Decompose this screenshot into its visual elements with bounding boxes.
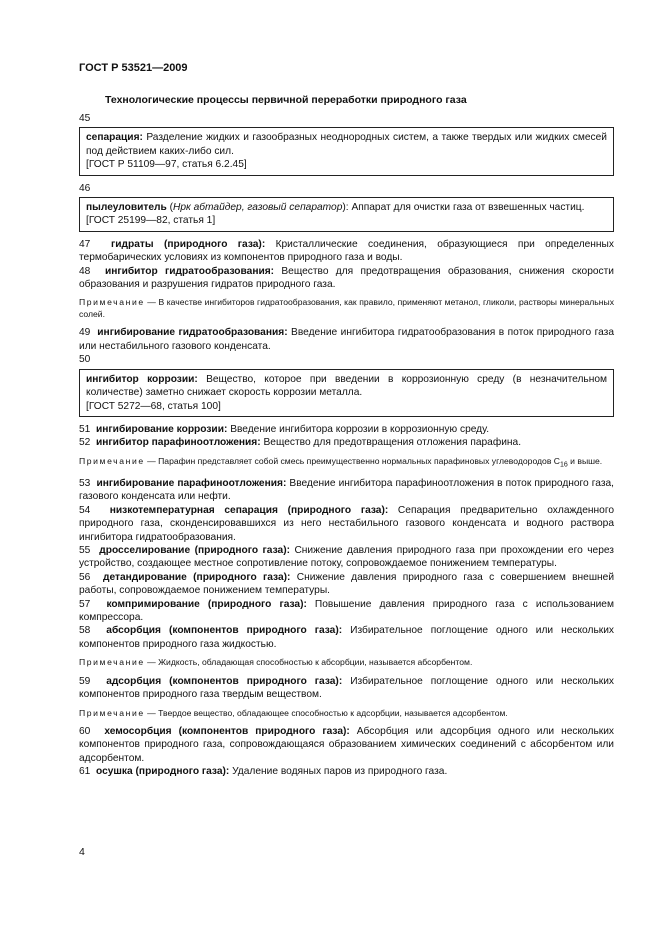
term-name: дросселирование (природного газа):: [99, 544, 290, 556]
term-name: хемосорбция (компонентов природного газа):: [104, 726, 350, 738]
term-number: 51: [79, 423, 91, 435]
term-entry: [79, 544, 614, 571]
term-definition: Снижение давления природного газа при прохождении его через устройство, создающее местное сопротивление потоку, сопровождаемое понижением температуры.: [79, 544, 614, 570]
term-name: ингибирование гидратообразования:: [97, 327, 288, 339]
term-name: ингибитор парафиноотложения:: [96, 437, 261, 449]
document-code: ГОСТ Р 53521—2009: [79, 62, 188, 74]
synonym-close: ):: [342, 202, 349, 214]
term-entry: [79, 504, 614, 544]
term-definition: Введение ингибитора коррозии в коррозионную среду.: [227, 423, 490, 435]
term-entry: [79, 265, 614, 292]
note-text: и выше.: [567, 455, 603, 466]
term-name: гидраты (природного газа):: [111, 238, 266, 250]
term-entry: [79, 436, 614, 449]
note-subscript: 16: [560, 461, 568, 469]
term-definition: Удаление водяных паров из природного газа.: [229, 766, 448, 778]
note-label: Примечание: [79, 707, 145, 718]
term-number: 52: [79, 437, 91, 449]
term-definition: Избирательное поглощение одного или нескольких компонентов природного газа твердым веществом.: [79, 675, 614, 701]
term-reference: [ГОСТ 25199—82, статья 1]: [86, 215, 216, 227]
note: [79, 297, 614, 320]
term-number: 57: [79, 598, 91, 610]
term-number: 54: [79, 504, 91, 516]
term-number: 50: [79, 354, 91, 366]
term-name: абсорбция (компонентов природного газа):: [106, 625, 343, 637]
term-definition: Аппарат для очистки газа от взвешенных частиц.: [348, 202, 585, 214]
note-dash: —: [144, 707, 159, 718]
term-entry: [79, 326, 614, 353]
term-name: пылеуловитель: [86, 202, 167, 214]
term-definition: Вещество, которое при введении в коррозионную среду (в незначительном количестве) заметно снижает скорость коррозии металла.: [86, 373, 607, 399]
term-entry: [79, 725, 614, 765]
note-text: Твердое вещество, обладающее способностью к адсорбции, называется адсорбентом.: [158, 707, 508, 718]
term-number: 47: [79, 238, 91, 250]
term-definition: Разделение жидких и газообразных неоднородных систем, а также твердых или жидких смесей под действием каких-либо сил.: [86, 132, 607, 157]
term-number: 53: [79, 477, 91, 489]
term-number: 49: [79, 327, 91, 339]
term-name: детандирование (природного газа):: [102, 571, 291, 583]
term-definition: Сепарация предварительно охлажденного природного газа, сконденсировавшихся из него нестабильного газового конденсата и водного раствора ингибитора гидратообразования.: [79, 504, 614, 543]
quoted-term-box: [79, 197, 614, 232]
term-number: 48: [79, 265, 91, 277]
term-definition: Абсорбция или адсорбция одного или нескольких компонентов природного газа, сопровождающаяся образованием химических соединений с абсорбентом или адсорбентом.: [79, 726, 614, 764]
note-dash: —: [144, 297, 159, 308]
term-definition: Введение ингибитора гидратообразования в поток природного газа или нестабильного газового конденсата.: [79, 327, 614, 352]
term-synonyms: Нрк абтайдер, газовый сепаратор: [172, 202, 343, 214]
note-text: Парафин представляет собой смесь преимущественно нормальных парафиновых углеводородов С: [158, 455, 560, 466]
page-number: 4: [79, 846, 85, 858]
term-name: ингибирование парафиноотложения:: [96, 477, 287, 489]
note-dash: —: [144, 455, 159, 466]
term-name: ингибитор гидратообразования:: [104, 265, 275, 277]
term-definition: Снижение давления природного газа с совершением внешней работы, сопровождаемое понижением температуры.: [79, 571, 615, 597]
term-name: компримирование (природного газа):: [106, 598, 307, 610]
term-definition: Вещество для предотвращения отложения парафина.: [260, 437, 522, 449]
term-number: 59: [79, 675, 91, 687]
note: [79, 456, 614, 471]
terms-content: [79, 112, 614, 779]
term-entry: [79, 675, 614, 702]
note-label: Примечание: [79, 657, 145, 668]
term-entry: [79, 571, 614, 598]
synonym-open: (: [166, 202, 173, 214]
term-definition: Введение ингибитора парафиноотложения в поток природного газа, газового конденсата или нефти.: [79, 477, 614, 503]
term-entry: [79, 598, 614, 625]
term-entry: [79, 423, 614, 436]
section-title: Технологические процессы первичной переработки природного газа: [105, 94, 467, 106]
quoted-term-box: [79, 127, 614, 175]
term-entry: [79, 765, 614, 778]
term-name: ингибирование коррозии:: [96, 423, 228, 435]
term-definition: Избирательное поглощение одного или нескольких компонентов природного газа жидкостью.: [79, 625, 614, 650]
term-entry: [79, 238, 614, 265]
quoted-term-box: [79, 369, 614, 417]
term-name: осушка (природного газа):: [96, 766, 230, 778]
term-definition: Повышение давления природного газа с использованием компрессора.: [79, 598, 614, 623]
term-name: низкотемпературная сепарация (природного газа):: [109, 504, 389, 516]
term-number: 46: [79, 182, 91, 194]
term-number: 58: [79, 625, 91, 637]
term-entry: [79, 477, 614, 504]
note-text: В качестве ингибиторов гидратообразования, как правило, применяют метанол, гликоли, растворы минеральных солей.: [79, 297, 614, 319]
term-name: адсорбция (компонентов природного газа):: [106, 675, 343, 687]
term-reference: [ГОСТ 5272—68, статья 100]: [86, 400, 221, 412]
term-number: 55: [79, 544, 91, 556]
note: [79, 708, 614, 720]
term-name: сепарация:: [86, 132, 143, 144]
note-dash: —: [144, 657, 159, 668]
term-number: 45: [79, 113, 91, 124]
term-name: ингибитор коррозии:: [86, 373, 198, 385]
term-reference: [ГОСТ Р 51109—97, статья 6.2.45]: [86, 159, 247, 171]
note-label: Примечание: [79, 297, 145, 308]
note: [79, 657, 614, 669]
term-number: 56: [79, 571, 91, 583]
term-entry: [79, 624, 614, 651]
term-definition: Кристаллические соединения, образующиеся при определенных термобарических условиях из компонентов природного газа и воды.: [79, 238, 614, 264]
term-number: 60: [79, 726, 91, 738]
note-text: Жидкость, обладающая способностью к абсорбции, называется абсорбентом.: [158, 657, 473, 668]
term-definition: Вещество для предотвращения образования, снижения скорости образования и разрушения гидратов природного газа.: [79, 265, 614, 291]
note-label: Примечание: [79, 455, 145, 466]
term-number: 61: [79, 766, 91, 778]
